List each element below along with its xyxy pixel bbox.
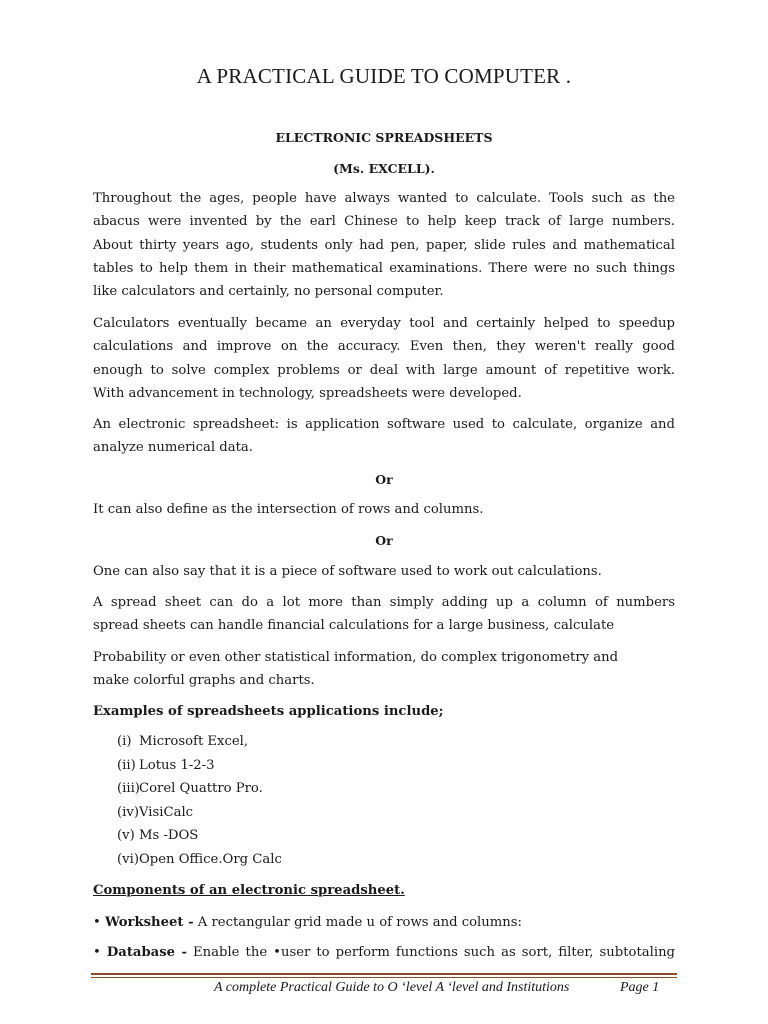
or-separator: Or <box>375 533 393 548</box>
paragraph-software <box>93 560 675 583</box>
list-item-text: Open Office.Org Calc <box>139 851 282 867</box>
list-item-text: Lotus 1-2-3 <box>139 757 215 773</box>
components-heading-text: Components of an electronic spreadsheet. <box>93 883 405 898</box>
paragraph-line: It can also define as the intersection of rows and columns. <box>93 502 484 517</box>
component-worksheet <box>93 911 675 934</box>
paragraph-line: tables to help them in their mathematical examinations. There were no such things <box>93 260 675 276</box>
paragraph-capabilities <box>93 591 675 638</box>
list-item-text: Ms -DOS <box>139 828 199 843</box>
bullet-icon: • <box>93 915 101 930</box>
list-item-number: (iii) <box>117 781 140 796</box>
examples-heading-text: Examples of spreadsheets applications include; <box>93 704 444 719</box>
page-number: Page 1 <box>620 980 660 995</box>
components-heading <box>93 879 675 902</box>
list-item <box>117 828 198 843</box>
or-separator: Or <box>375 472 393 487</box>
component-term: Database - <box>106 945 187 960</box>
paragraph-line: Probability or even other statistical information, do complex trigonometry and <box>93 650 619 665</box>
list-item <box>117 734 248 749</box>
component-line <box>93 911 675 934</box>
section-subheading: (Ms. EXCELL). <box>333 161 435 176</box>
component-database <box>93 941 675 964</box>
paragraph-line: A spread sheet can do a lot more than simply adding up a column of numbers <box>93 595 675 610</box>
footer-text: A complete Practical Guide to O ‘level A ‘level and Institutions <box>214 980 570 995</box>
list-item-number: (ii) <box>117 757 136 773</box>
list-item <box>117 781 263 796</box>
paragraph-line: Throughout the ages, people have always wanted to calculate. Tools such as the <box>93 191 675 206</box>
list-item-number: (i) <box>117 734 132 749</box>
paragraph-calculators <box>93 312 675 405</box>
paragraph-line: make colorful graphs and charts. <box>93 673 315 689</box>
list-item-text: VisiCalc <box>139 804 194 820</box>
list-item-number: (iv) <box>117 804 139 820</box>
document-title: A PRACTICAL GUIDE TO COMPUTER . <box>196 64 572 88</box>
bullet-icon: • <box>93 945 101 960</box>
paragraph-line: spread sheets can handle financial calculations for a large business, calculate <box>93 618 615 634</box>
paragraph-line: calculations and improve on the accuracy. Even then, they weren't really good <box>93 339 675 355</box>
paragraph-history <box>93 187 675 303</box>
list-item-number: (v) <box>117 828 135 843</box>
paragraph-line: abacus were invented by the earl Chinese to help keep track of large numbers. <box>93 214 675 230</box>
footer-divider <box>91 973 677 975</box>
component-line <box>93 941 675 964</box>
paragraph-line: One can also say that it is a piece of software used to work out calculations. <box>93 564 602 579</box>
paragraph-line: enough to solve complex problems or deal with large amount of repetitive work. <box>93 362 675 378</box>
paragraph-intersection <box>93 498 675 521</box>
paragraph-line: With advancement in technology, spreadsheets were developed. <box>93 385 522 401</box>
paragraph-statistics <box>93 646 675 693</box>
paragraph-line: An electronic spreadsheet: is application software used to calculate, organize and <box>93 417 675 432</box>
list-item-text: Corel Quattro Pro. <box>139 781 263 796</box>
paragraph-line: Calculators eventually became an everyday tool and certainly helped to speedup <box>93 316 675 331</box>
component-description: Enable the •user to perform functions such as sort, filter, subtotaling <box>193 945 675 960</box>
list-item <box>117 805 193 820</box>
paragraph-line: About thirty years ago, students only had pen, paper, slide rules and mathematical <box>93 237 675 253</box>
list-item-number: (vi) <box>117 851 139 867</box>
list-item <box>117 758 215 773</box>
footer-divider-thin <box>91 977 677 978</box>
list-item <box>117 852 282 867</box>
examples-heading <box>93 700 675 723</box>
paragraph-line: like calculators and certainly, no personal computer. <box>93 284 444 300</box>
paragraph-line: analyze numerical data. <box>93 440 253 456</box>
list-item-text: Microsoft Excel, <box>139 734 249 749</box>
paragraph-definition <box>93 413 675 460</box>
component-description: A rectangular grid made u of rows and columns: <box>197 915 522 930</box>
section-heading: ELECTRONIC SPREADSHEETS <box>275 130 493 145</box>
component-term: Worksheet - <box>104 915 194 930</box>
